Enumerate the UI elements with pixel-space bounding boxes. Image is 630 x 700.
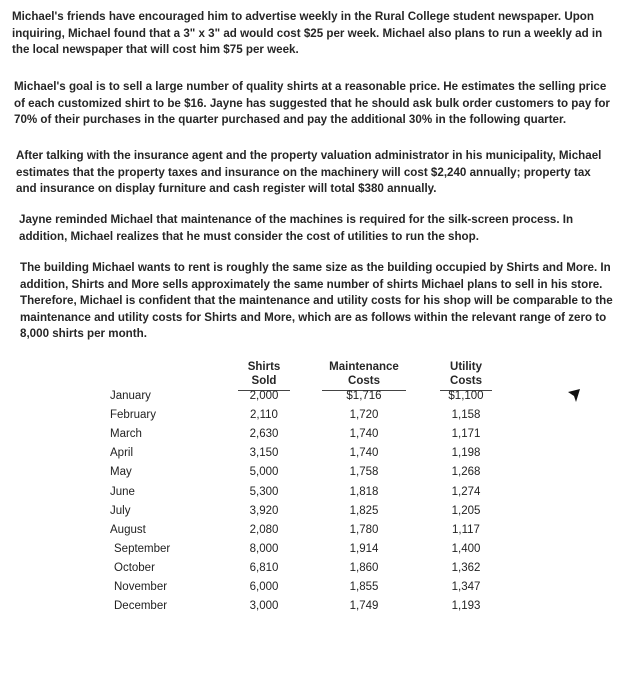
header-utility-costs — [440, 360, 492, 388]
table-cell-shirts-sold: 2,110 — [250, 409, 278, 421]
table-cell-utility: 1,171 — [451, 428, 481, 440]
header-maint-line1: Maintenance — [329, 361, 399, 373]
table-cell-maintenance: 1,749 — [349, 600, 379, 612]
header-util-line2: Costs — [450, 375, 482, 387]
table-cell-shirts-sold: 3,000 — [249, 600, 279, 612]
table-cell-utility: 1,158 — [451, 409, 481, 421]
header-shirts-line2: Sold — [251, 375, 277, 387]
paragraph-advertising: Michael's friends have encouraged him to advertise weekly in the Rural College student newspaper. Upon inquiring, Michael found that a 3" x 3" ad would cost $25 per week. Michael also plans to run a weekly ad in the local newspaper that will cost him $75 per week. — [12, 10, 603, 57]
table-cell-shirts-sold: 6,810 — [249, 562, 279, 574]
table-cell-maintenance: 1,740 — [349, 428, 379, 440]
table-cell-shirts-sold: 3,920 — [249, 505, 279, 517]
table-cell-maintenance: 1,818 — [349, 486, 379, 498]
table-cell-shirts-sold: 2,000 — [249, 390, 279, 402]
table-cell-maintenance: 1,860 — [349, 562, 379, 574]
table-cell-utility: 1,362 — [451, 562, 481, 574]
header-maintenance-costs — [322, 360, 406, 388]
table-cell-month: March — [110, 428, 142, 440]
table-cell-month: April — [110, 447, 134, 459]
table-cell-maintenance: 1,720 — [349, 409, 379, 421]
table-cell-utility: 1,274 — [451, 486, 481, 498]
mouse-pointer-icon — [567, 388, 581, 409]
table-cell-month: December — [114, 600, 168, 612]
header-shirts-line1: Shirts — [247, 361, 281, 373]
table-cell-maintenance: 1,825 — [349, 505, 379, 517]
header-util-line1: Utility — [450, 361, 482, 373]
table-cell-utility: 1,347 — [451, 581, 481, 593]
table-cell-shirts-sold: 2,630 — [249, 428, 279, 440]
table-cell-month: May — [110, 466, 132, 478]
table-cell-shirts-sold: 8,000 — [249, 543, 279, 555]
paragraph-maintenance: Jayne reminded Michael that maintenance of the machines is required for the silk-screen process. In addition, Michael realizes that he must consider the cost of utilities to run the shop. — [19, 213, 574, 243]
table-cell-shirts-sold: 3,150 — [249, 447, 279, 459]
table-cell-utility: $1,100 — [448, 390, 484, 402]
table-cell-month: November — [114, 581, 168, 593]
table-cell-maintenance: 1,914 — [349, 543, 379, 555]
table-cell-maintenance: 1,740 — [349, 447, 379, 459]
table-cell-maintenance: 1,758 — [349, 466, 379, 478]
table-cell-month: August — [110, 524, 146, 536]
table-cell-shirts-sold: 5,000 — [249, 466, 279, 478]
table-cell-month: January — [110, 390, 151, 402]
table-cell-month: September — [114, 543, 171, 555]
table-cell-utility: 1,205 — [451, 505, 481, 517]
table-cell-month: October — [114, 562, 155, 574]
paragraph-taxes-insurance: After talking with the insurance agent and the property valuation administrator in his municipality, Michael estimates that the property taxes and insurance on the machinery will cost $2,240 annually; property tax and insurance on display furniture and cash register will total $380 annually. — [16, 149, 602, 196]
table-cell-month: June — [110, 486, 135, 498]
table-cell-utility: 1,400 — [451, 543, 481, 555]
table-cell-month: February — [110, 409, 157, 421]
paragraph-selling-price: Michael's goal is to sell a large number of quality shirts at a reasonable price. He estimates the selling price of each customized shirt to be $16. Jayne has suggested that he should ask bulk order customers to pay for 70% of their purchases in the quarter purchased and pay the additional 30% in the following quarter. — [14, 80, 610, 127]
table-cell-utility: 1,268 — [451, 466, 481, 478]
table-cell-shirts-sold: 5,300 — [249, 486, 279, 498]
table-cell-maintenance: $1,716 — [346, 390, 382, 402]
table-cell-utility: 1,193 — [451, 600, 481, 612]
table-cell-maintenance: 1,780 — [349, 524, 379, 536]
table-cell-utility: 1,117 — [452, 524, 480, 536]
table-cell-shirts-sold: 2,080 — [249, 524, 279, 536]
header-shirts-sold — [238, 360, 290, 388]
table-cell-utility: 1,198 — [451, 447, 481, 459]
header-maint-line2: Costs — [348, 375, 380, 387]
table-cell-maintenance: 1,855 — [349, 581, 379, 593]
paragraph-building: The building Michael wants to rent is roughly the same size as the building occupied by Shirts and More. In addition, Shirts and More sells approximately the same number of shirts Michael plans to sell in his store. Therefore, Michael is confident that the maintenance and utility costs for his shop will be comparable to the maintenance and utility costs for Shirts and More, which are as follows within the relevant range of zero to 8,000 shirts per month. — [20, 261, 613, 341]
table-cell-month: July — [110, 505, 131, 517]
table-cell-shirts-sold: 6,000 — [249, 581, 279, 593]
